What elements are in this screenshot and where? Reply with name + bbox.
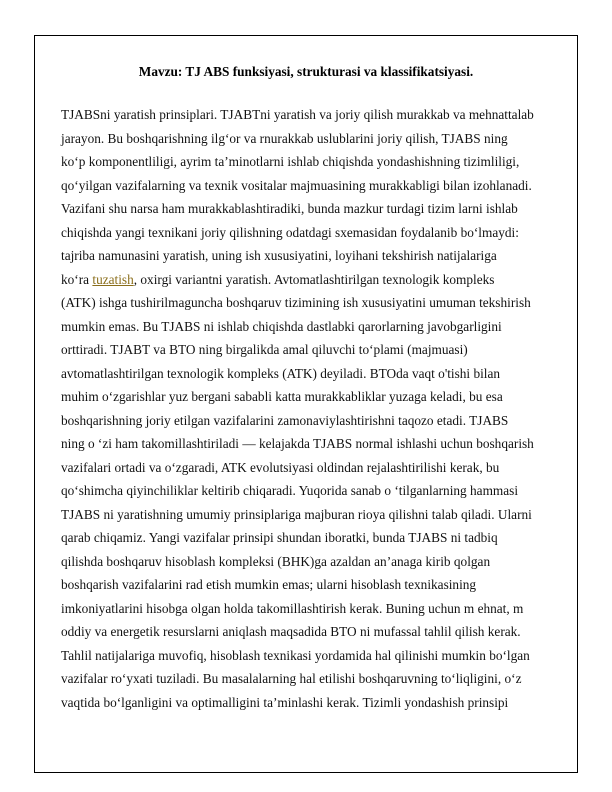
- text-line: qo‘shimcha qiyinchiliklar keltirib chiqaradi. Yuqorida sanab o ‘tilganlarning hammasi: [61, 483, 519, 498]
- text-line: imkoniyatlarini hisobga olgan holda takomillashtirish kerak. Buning uchun m ehnat, m: [61, 600, 524, 616]
- text-line: oddiy va energetik resurslarni aniqlash maqsadida BTO ni mufassal tahlil qilish kerak.: [61, 624, 521, 639]
- text-line: tajriba namunasini yaratish, uning ish xususiyatini, loyihani tekshirish natijalariga: [61, 248, 497, 263]
- text-line: vaqtida bo‘lganligini va optimalligini ta’minlashi kerak. Tizimli yondashish prinsipi: [61, 694, 509, 710]
- text-line: vazifalari ortadi va o‘zgaradi, ATK evolutsiyasi oldindan rejalashtirilishi kerak, bu: [61, 459, 500, 475]
- text-line: orttiradi. TJABT va BTO ning birgalikda amal qiluvchi to‘plami (majmuasi): [61, 342, 468, 357]
- text-line: jarayon. Bu boshqarishning ilg‘or va rnurakkab uslublarini joriy qilish, TJABS ning: [61, 130, 508, 146]
- text-line: mumkin emas. Bu TJABS ni ishlab chiqishda dastlabki qarorlarning javobgarligini: [61, 318, 502, 334]
- text-line-with-link: [61, 268, 561, 292]
- text-line: boshqarishning joriy etilgan vazifalarini zamonaviylashtirishni taqozo etadi. TJABS: [61, 412, 509, 428]
- text-line: qilishda boshqaruv hisoblash kompleksi (BHK)ga azaldan an’anaga kirib qolgan: [61, 553, 491, 569]
- text-line: ning o ‘zi ham takomillashtiriladi — kelajakda TJABS normal ishlashi uchun boshqarish: [61, 436, 534, 451]
- body-paragraph: [61, 103, 561, 714]
- text-line: TJABSni yaratish prinsiplari. TJABTni yaratish va joriy qilish murakkab va mehnattalab: [61, 107, 534, 122]
- text-line: ko‘p komponentliligi, ayrim ta’minotlarni ishlab chiqishda yondashishning tizimliligi,: [61, 154, 520, 169]
- text-line: (ATK) ishga tushirilmaguncha boshqaruv tizimining ish xususiyatini umuman tekshirish: [61, 295, 531, 310]
- text-line: TJABS ni yaratishning umumiy prinsiplariga majburan rioya qilishni talab qiladi. Ularni: [61, 506, 532, 522]
- link-line-before: ko‘ra: [61, 271, 93, 287]
- text-line: boshqarish vazifalarini rad etish mumkin emas; ularni hisoblash texnikasining: [61, 577, 477, 592]
- text-line: Vazifani shu narsa ham murakkablashtiradiki, bunda mazkur turdagi tizim larni ishlab: [61, 201, 518, 216]
- text-line: vazifalar ro‘yxati tuziladi. Bu masalalarning hal etilishi boshqaruvning to‘liqligini, o‘z: [61, 671, 522, 686]
- text-line: avtomatlashtirilgan texnologik kompleks (ATK) deyiladi. BTOda vaqt o'tishi bilan: [61, 365, 501, 381]
- tuzatish-link[interactable]: tuzatish: [92, 271, 134, 287]
- text-line: muhim o‘zgarishlar yuz bergani sababli katta murakkabliklar yuzaga keladi, bu esa: [61, 389, 503, 404]
- text-line: qarab chiqamiz. Yangi vazifalar prinsipi shundan iboratki, bunda TJABS ni tadbiq: [61, 530, 498, 545]
- text-line: Tahlil natijalariga muvofiq, hisoblash texnikasi yordamida hal qilinishi mumkin bo‘lgan: [61, 647, 530, 663]
- text-line: qo‘yilgan vazifalarning va texnik vositalar majmuasining murakkabligi bilan izohlanadi.: [61, 177, 532, 193]
- link-line-after: , oxirgi variantni yaratish. Avtomatlashtirilgan texnologik kompleks: [133, 271, 495, 287]
- page-title: Mavzu: TJ ABS funksiyasi, strukturasi va klassifikatsiyasi.: [138, 64, 474, 79]
- text-line: chiqishda yangi texnikani joriy qilishning odatdagi sxemasidan foydalanib bo‘lmaydi:: [61, 224, 519, 240]
